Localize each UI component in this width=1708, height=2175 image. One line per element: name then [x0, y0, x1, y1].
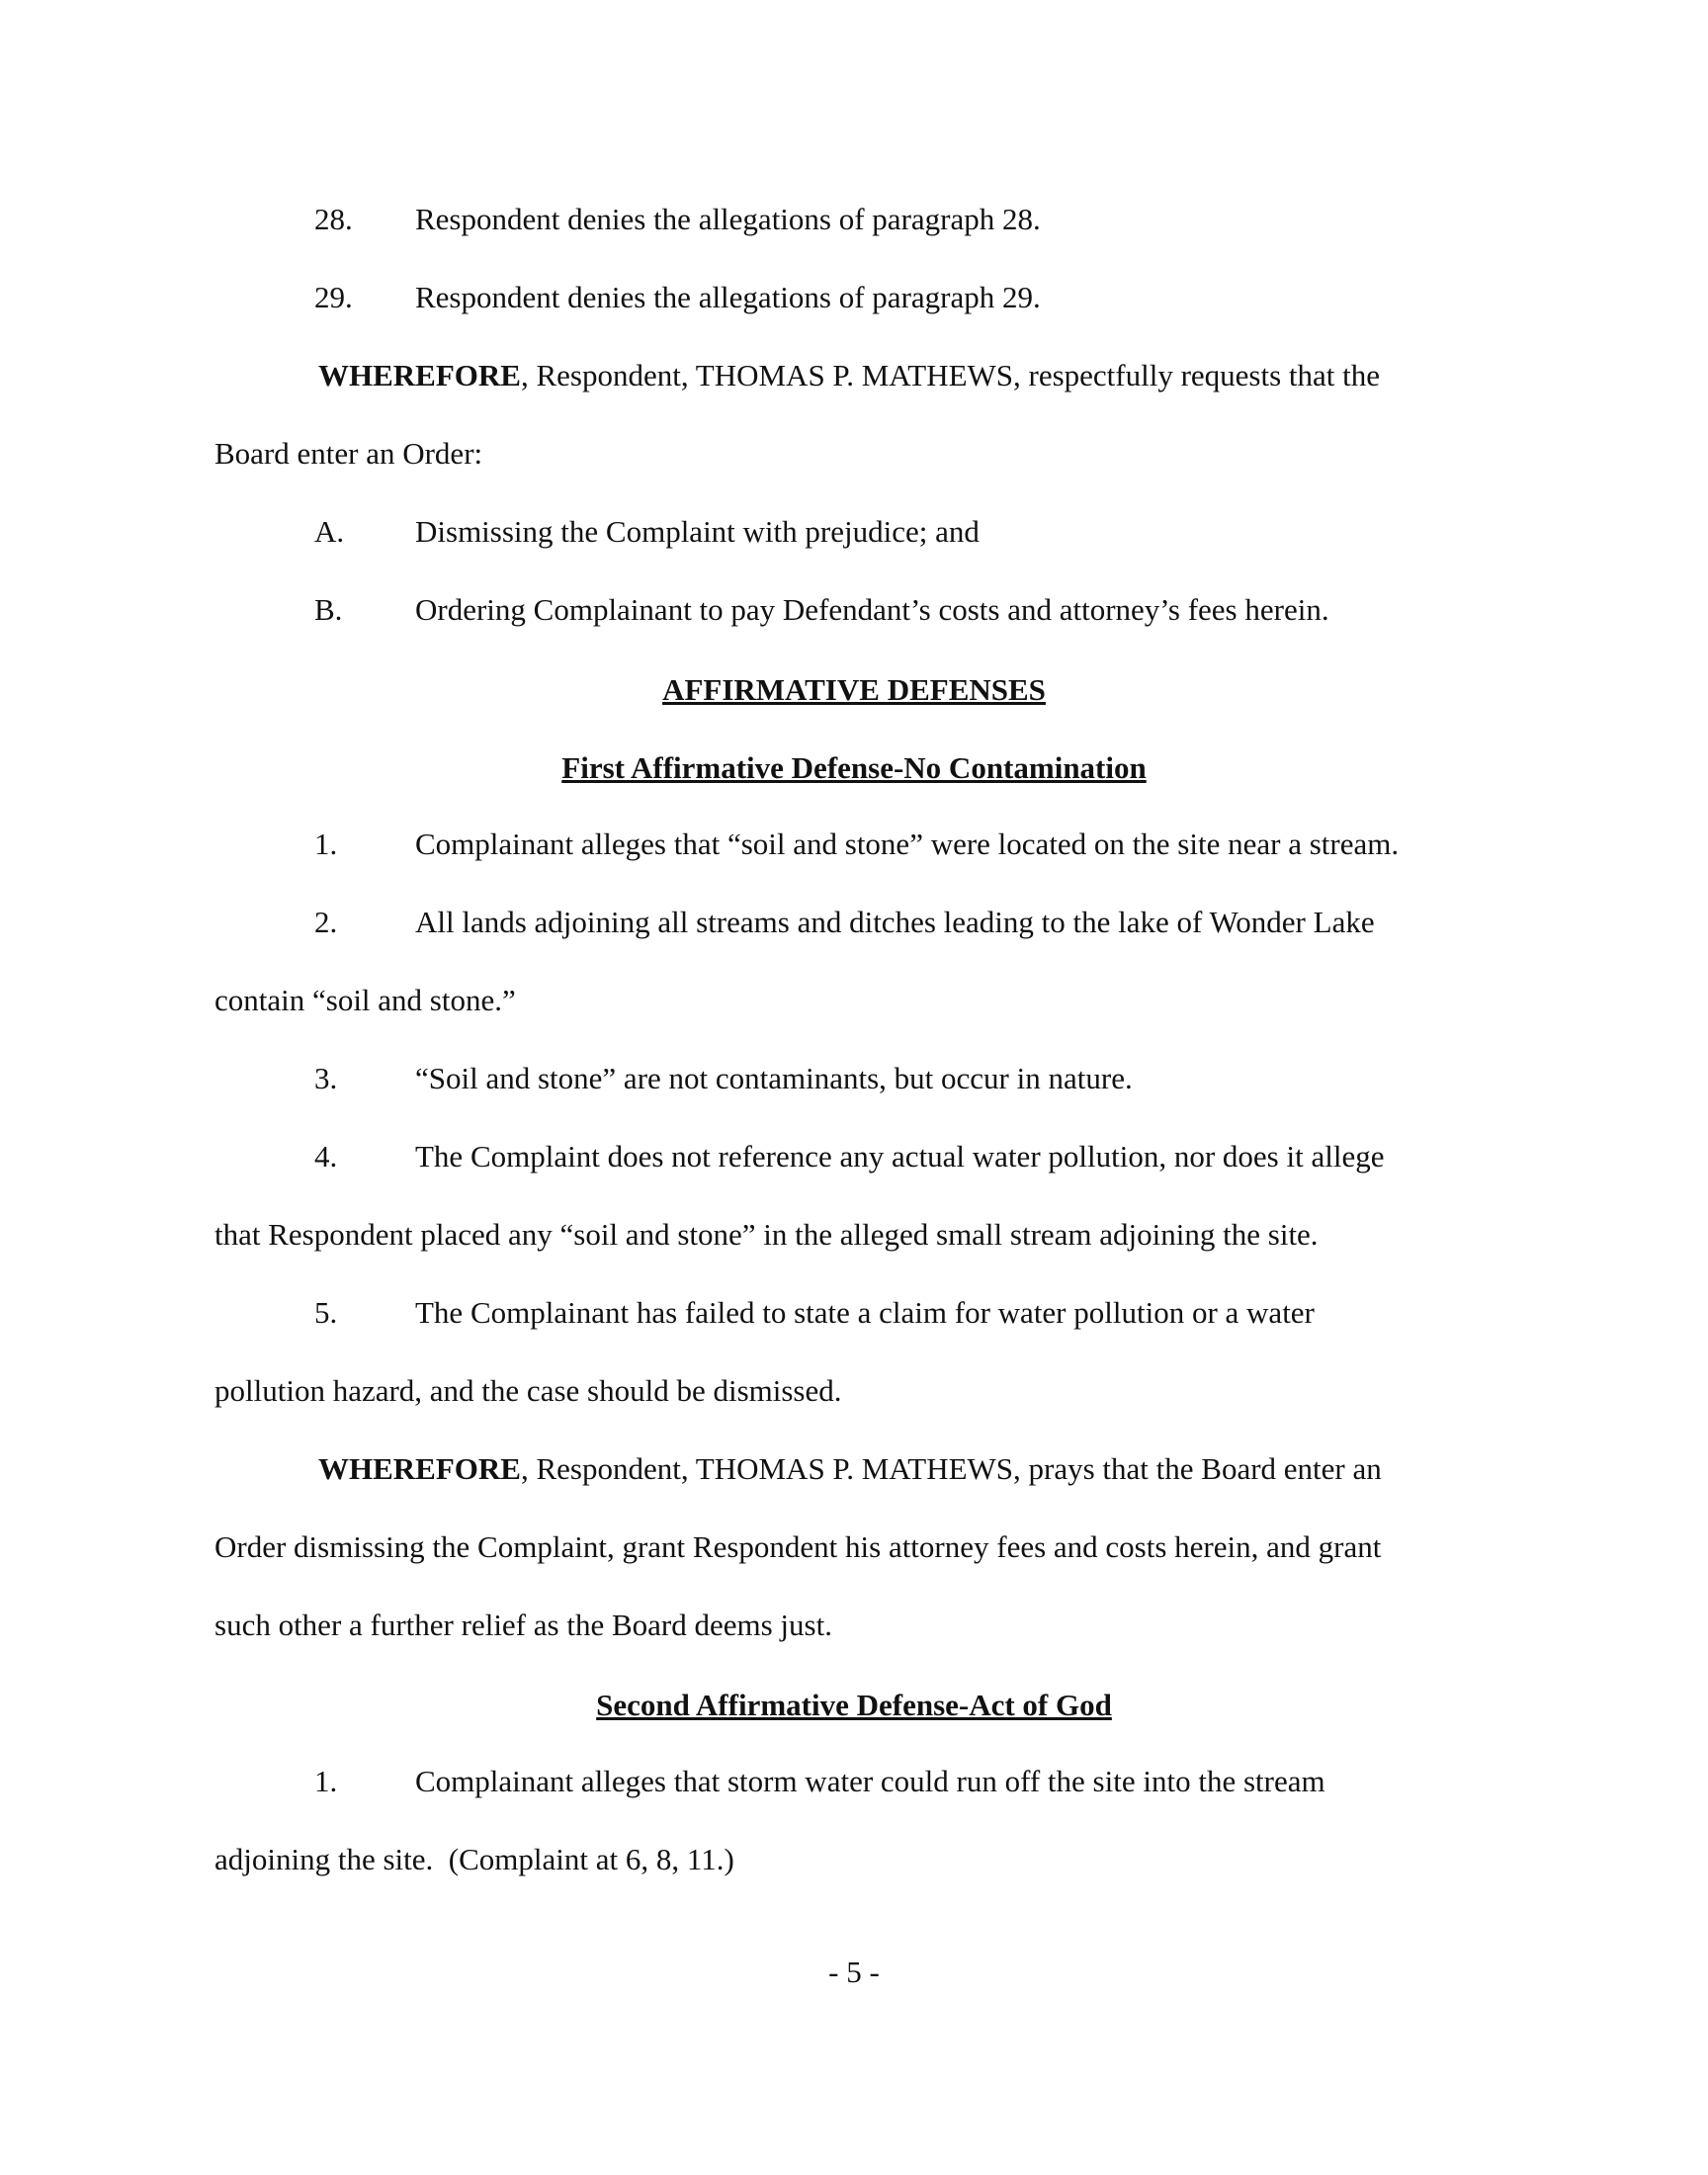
wherefore-text: , Respondent, THOMAS P. MATHEWS, prays that the Board enter an — [520, 1451, 1382, 1486]
request-letter: A. — [314, 514, 345, 549]
paragraph-number: 29. — [314, 280, 353, 314]
paragraph-text: All lands adjoining all streams and ditches leading to the lake of Wonder Lake — [415, 905, 1375, 939]
wherefore-lead: WHEREFORE — [318, 1451, 521, 1486]
wherefore-clause-2-line-2: Order dismissing the Complaint, grant Respondent his attorney fees and costs herein, and grant — [214, 1529, 1382, 1564]
paragraph-text: Respondent denies the allegations of paragraph 29. — [415, 280, 1041, 314]
paragraph-text: The Complaint does not reference any actual water pollution, nor does it allege — [415, 1139, 1385, 1174]
second-defense-paragraph-1-continued: adjoining the site. (Complaint at 6, 8, 11.) — [214, 1842, 734, 1876]
wherefore-clause-2-line-1 — [318, 1453, 1382, 1484]
affirmative-defenses-heading: AFFIRMATIVE DEFENSES — [662, 672, 1046, 707]
paragraph-number: 3. — [314, 1061, 338, 1095]
second-defense-heading: Second Affirmative Defense-Act of God — [596, 1688, 1112, 1722]
request-letter: B. — [314, 592, 343, 627]
paragraph-text: Complainant alleges that storm water could run off the site into the stream — [415, 1764, 1325, 1798]
wherefore-clause-line-2: Board enter an Order: — [214, 436, 483, 471]
first-defense-paragraph-4-continued: that Respondent placed any “soil and stone” in the alleged small stream adjoining the site. — [214, 1217, 1319, 1252]
wherefore-clause-2-line-3: such other a further relief as the Board deems just. — [214, 1608, 832, 1642]
first-defense-paragraph-5-continued: pollution hazard, and the case should be dismissed. — [214, 1373, 842, 1408]
page-number: - 5 - — [828, 1955, 880, 1989]
paragraph-text: The Complainant has failed to state a claim for water pollution or a water — [415, 1295, 1315, 1330]
paragraph-number: 2. — [314, 905, 338, 939]
request-text: Ordering Complainant to pay Defendant’s costs and attorney’s fees herein. — [415, 592, 1329, 627]
paragraph-number: 4. — [314, 1139, 338, 1174]
first-defense-heading: First Affirmative Defense-No Contamination — [561, 750, 1147, 785]
wherefore-text: , Respondent, THOMAS P. MATHEWS, respectfully requests that the — [520, 358, 1381, 392]
request-text: Dismissing the Complaint with prejudice; and — [415, 514, 980, 549]
paragraph-number: 5. — [314, 1295, 338, 1330]
paragraph-text: “Soil and stone” are not contaminants, but occur in nature. — [415, 1061, 1133, 1095]
wherefore-clause-line-1 — [318, 360, 1380, 391]
paragraph-number: 1. — [314, 826, 338, 861]
paragraph-number: 28. — [314, 202, 353, 236]
paragraph-text: Complainant alleges that “soil and stone” were located on the site near a stream. — [415, 826, 1400, 861]
paragraph-text: Respondent denies the allegations of paragraph 28. — [415, 202, 1041, 236]
paragraph-number: 1. — [314, 1764, 338, 1798]
first-defense-paragraph-2-continued: contain “soil and stone.” — [214, 983, 516, 1017]
wherefore-lead: WHEREFORE — [318, 358, 521, 392]
